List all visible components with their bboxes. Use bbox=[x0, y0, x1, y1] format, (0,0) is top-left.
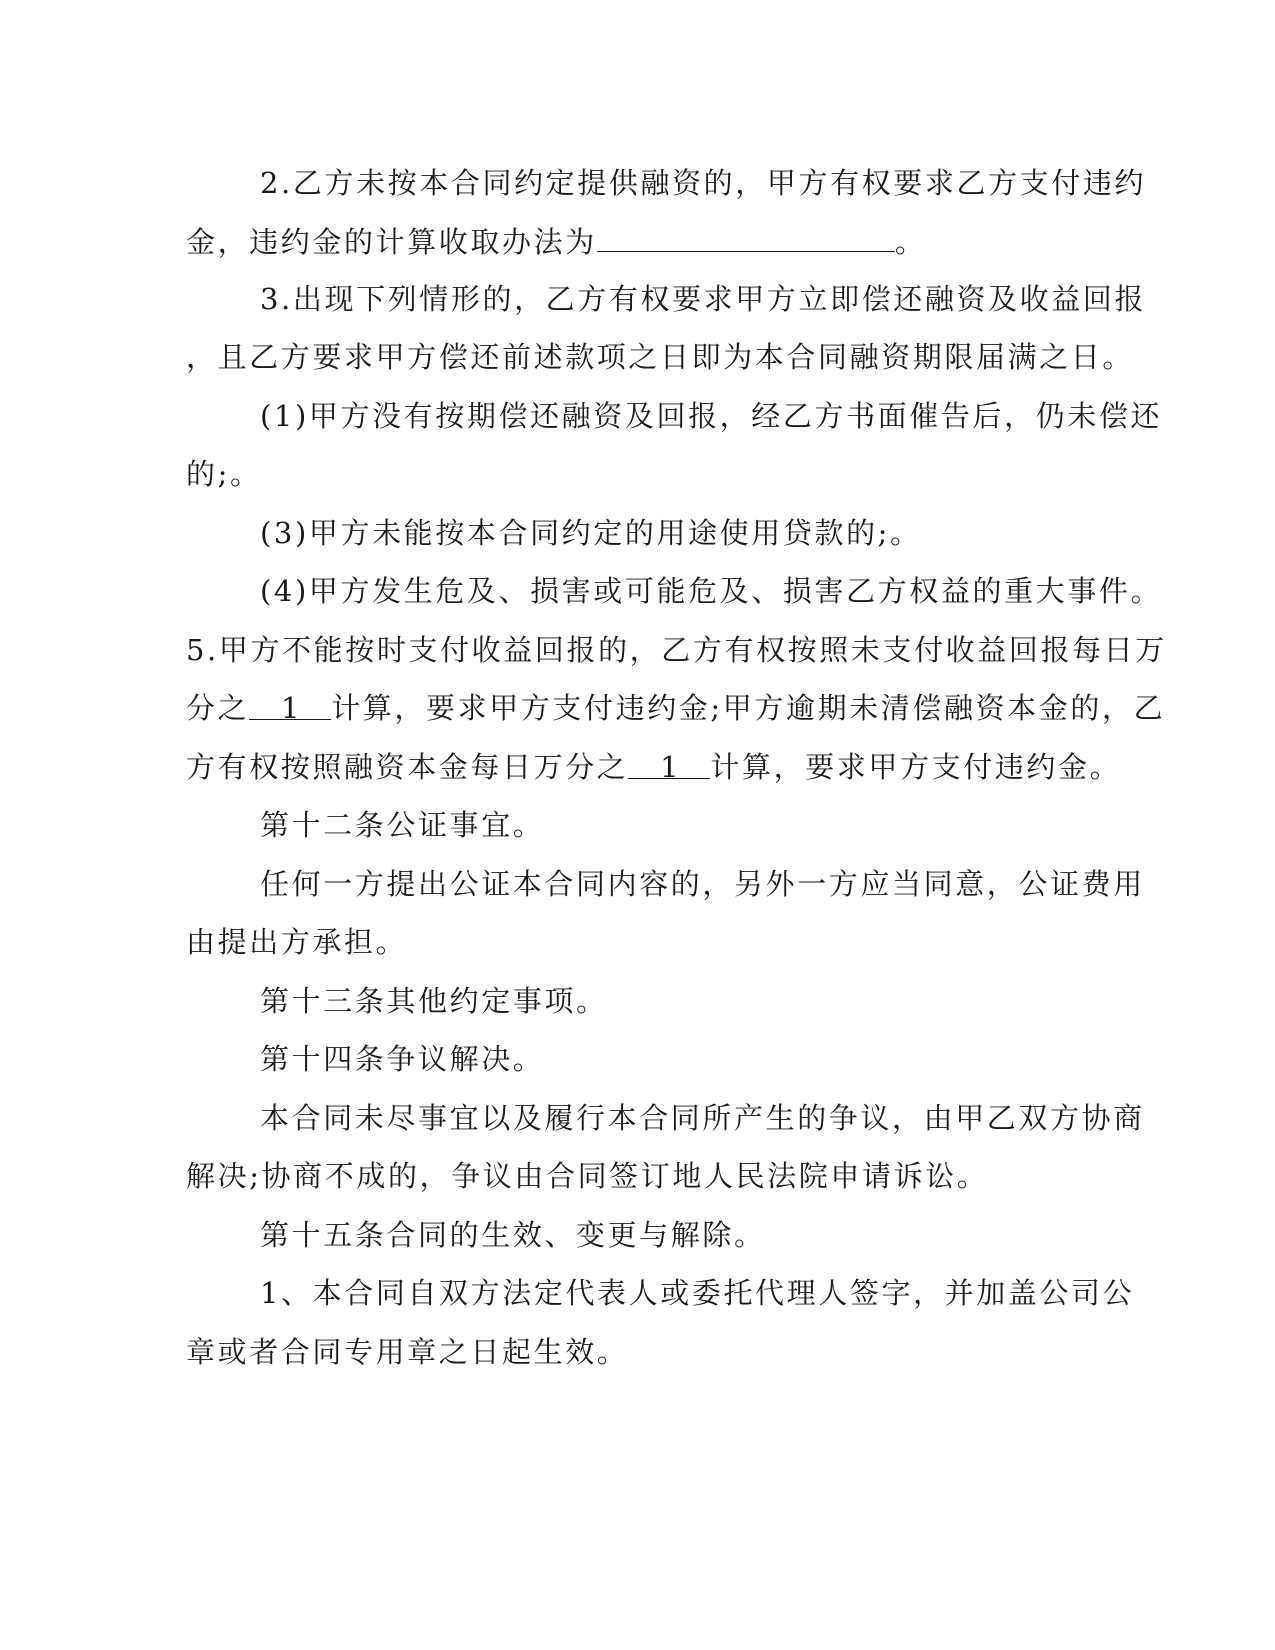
article-15-line-1 bbox=[260, 1274, 1135, 1312]
article-14-text-cont: 解决;协商不成的，争议由合同签订地人民法院申请诉讼。 bbox=[186, 1159, 989, 1193]
article-14-line-2 bbox=[186, 1157, 1066, 1195]
article-14-title: 第十四条争议解决。 bbox=[260, 1042, 545, 1076]
item-1-line-1 bbox=[260, 397, 1163, 435]
clause-5-line-1 bbox=[186, 631, 1167, 669]
item-4-line bbox=[260, 572, 1163, 610]
item-1-text-cont: 的;。 bbox=[186, 457, 262, 491]
article-15-heading bbox=[260, 1216, 1066, 1254]
article-12-text-cont: 由提出方承担。 bbox=[186, 925, 408, 959]
item-4-text: (4)甲方发生危及、损害或可能危及、损害乙方权益的重大事件。 bbox=[260, 574, 1163, 608]
article-13-heading bbox=[260, 982, 1066, 1020]
article-15-text-cont: 章或者合同专用章之日起生效。 bbox=[186, 1335, 629, 1369]
item-1-text: (1)甲方没有按期偿还融资及回报，经乙方书面催告后，仍未偿还 bbox=[260, 399, 1163, 433]
clause-2-line-2 bbox=[186, 221, 1066, 259]
article-13-title: 第十三条其他约定事项。 bbox=[260, 984, 608, 1018]
clause-5-text-a: 分之 bbox=[186, 691, 250, 725]
clause-5-line-3 bbox=[186, 748, 1122, 786]
article-12-text: 任何一方提出公证本合同内容的，另外一方应当同意，公证费用 bbox=[260, 867, 1145, 901]
clause-2-text-cont: 金，违约金的计算收取办法为 bbox=[186, 225, 597, 259]
clause-5-line-2 bbox=[186, 689, 1166, 727]
clause-2-text: 2.乙方未按本合同约定提供融资的，甲方有权要求乙方支付违约 bbox=[260, 166, 1147, 200]
daily-rate-blank-1[interactable]: 1 bbox=[249, 689, 331, 720]
clause-5-text-b: 计算，要求甲方支付违约金;甲方逾期未清偿融资本金的，乙 bbox=[331, 691, 1166, 725]
clause-3-text-cont: ，且乙方要求甲方偿还前述款项之日即为本合同融资期限届满之日。 bbox=[186, 340, 1135, 374]
item-3-text: (3)甲方未能按本合同约定的用途使用贷款的;。 bbox=[260, 516, 922, 550]
clause-5-text-d: 计算，要求甲方支付违约金。 bbox=[710, 750, 1122, 784]
item-3-line bbox=[260, 514, 1066, 552]
article-15-title: 第十五条合同的生效、变更与解除。 bbox=[260, 1218, 766, 1252]
clause-5-text: 5.甲方不能按时支付收益回报的，乙方有权按照未支付收益回报每日万 bbox=[186, 633, 1167, 667]
article-12-line-2 bbox=[186, 923, 1066, 961]
article-15-text: 1、本合同自双方法定代表人或委托代理人签字，并加盖公司公 bbox=[260, 1276, 1135, 1310]
article-12-heading bbox=[260, 806, 1066, 844]
article-12-line-1 bbox=[260, 865, 1145, 903]
penalty-method-blank[interactable] bbox=[597, 221, 895, 252]
clause-3-line-1 bbox=[260, 280, 1147, 318]
clause-5-text-c: 方有权按照融资本金每日万分之 bbox=[186, 750, 629, 784]
clause-3-text: 3.出现下列情形的，乙方有权要求甲方立即偿还融资及收益回报 bbox=[260, 282, 1147, 316]
clause-2-period: 。 bbox=[894, 225, 927, 259]
article-12-title: 第十二条公证事宜。 bbox=[260, 808, 545, 842]
article-14-heading bbox=[260, 1040, 1066, 1078]
article-15-line-2 bbox=[186, 1333, 1066, 1371]
article-14-line-1 bbox=[260, 1099, 1145, 1137]
clause-3-line-2 bbox=[186, 338, 1135, 376]
article-14-text: 本合同未尽事宜以及履行本合同所产生的争议，由甲乙双方协商 bbox=[260, 1101, 1145, 1135]
daily-rate-blank-2[interactable]: 1 bbox=[628, 748, 710, 779]
clause-2-line-1 bbox=[260, 164, 1147, 202]
item-1-line-2 bbox=[186, 455, 1066, 493]
